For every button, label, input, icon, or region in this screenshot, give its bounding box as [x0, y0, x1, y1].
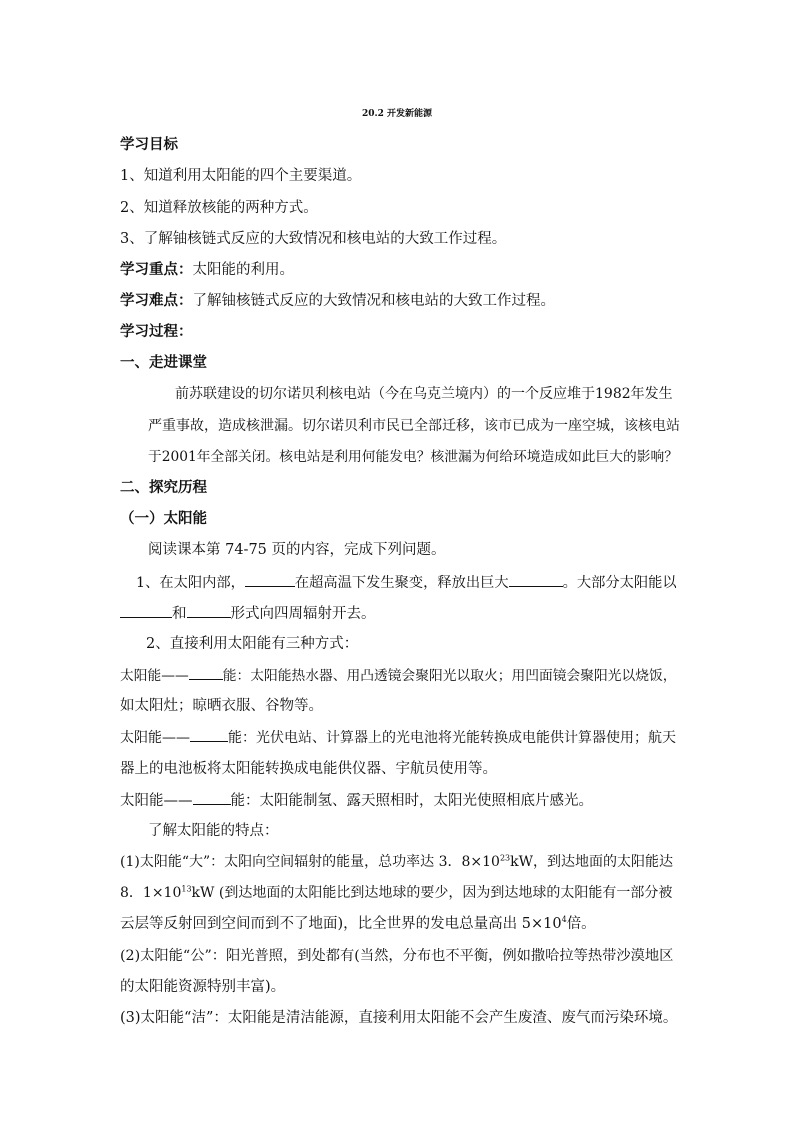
way2-prefix: 太阳能—— — [120, 730, 190, 746]
goal-item-1: 1、知道利用太阳能的四个主要渠道。 — [120, 168, 362, 184]
way-2-line-1 — [120, 727, 676, 748]
f1-text-e: 云层等反射回到空间而到不了地面)，比全世界的发电总量高出 5×10 — [120, 916, 562, 932]
question-1-line-1 — [136, 572, 677, 593]
section1-line-1: 前苏联建设的切尔诺贝利核电站（今在乌克兰境内）的一个反应堆于1982年发生 — [175, 386, 673, 402]
way-2-line-2: 器上的电池板将太阳能转换成电能供仪器、宇航员使用等。 — [120, 761, 497, 777]
f1-text-b: kW，到达地面的太阳能达 — [510, 854, 674, 870]
feature-1-line-1 — [120, 852, 673, 872]
way-1-line-2: 如太阳灶；晾晒衣服、谷物等。 — [120, 698, 323, 714]
feature-1-line-3 — [120, 914, 596, 934]
question-2: 2、直接利用太阳能有三种方式： — [146, 636, 359, 652]
page-title: 20.2 开发新能源 — [361, 109, 433, 119]
q1-blank-1[interactable] — [245, 572, 295, 587]
read-instruction: 阅读课本第 74-75 页的内容，完成下列问题。 — [148, 542, 446, 558]
section1-heading: 一、走进课堂 — [120, 354, 207, 371]
f1-text-f: 倍。 — [566, 916, 596, 932]
q1-text-a: 1、在太阳内部， — [136, 575, 245, 591]
f1-exponent-1: 23 — [499, 853, 511, 863]
difficulty-label: 学习难点： — [120, 292, 193, 309]
difficulty-text: 了解铀核链式反应的大致情况和核电站的大致工作过程。 — [192, 293, 555, 309]
key-point-label: 学习重点： — [120, 261, 193, 278]
f1-text-a: (1)太阳能“大”：太阳向空间辐射的能量，总功率达 3．8×10 — [120, 854, 500, 870]
way1-text: 能：太阳能热水器、用凸透镜会聚阳光以取火；用凹面镜会聚阳光以烧饭， — [222, 668, 677, 684]
solar-sub-heading: （一）太阳能 — [120, 510, 207, 527]
way1-blank[interactable] — [189, 665, 223, 680]
key-point-text: 太阳能的利用。 — [192, 262, 294, 278]
goal-item-3: 3、了解铀核链式反应的大致情况和核电站的大致工作过程。 — [120, 231, 507, 247]
way1-prefix: 太阳能—— — [120, 668, 189, 684]
way-1-line-1 — [120, 665, 677, 686]
f1-exponent-2: 13 — [181, 884, 192, 894]
feature-2-line-2: 的太阳能资源特别丰富)。 — [120, 979, 286, 995]
goals-heading: 学习目标 — [120, 136, 178, 153]
way3-text: 能：太阳能制氢、露天照相时，太阳光使照相底片感光。 — [230, 793, 593, 809]
q1-text-d: 和 — [172, 606, 187, 622]
goal-item-2: 2、知道释放核能的两种方式。 — [120, 200, 318, 216]
way3-blank[interactable] — [193, 790, 231, 805]
features-intro: 了解太阳能的特点： — [148, 823, 279, 839]
way3-prefix: 太阳能—— — [120, 793, 193, 809]
f1-text-c: 8．1×10 — [120, 885, 182, 901]
q1-blank-3[interactable] — [120, 603, 172, 618]
q1-text-e: 形式向四周辐射开去。 — [230, 606, 376, 622]
section2-heading: 二、探究历程 — [120, 479, 207, 496]
feature-3-line: (3)太阳能“洁”：太阳能是清洁能源，直接利用太阳能不会产生废渣、废气而污染环境。 — [120, 1010, 678, 1026]
q1-blank-2[interactable] — [509, 572, 563, 587]
feature-1-line-2 — [120, 883, 672, 903]
question-1-line-2 — [120, 603, 376, 624]
process-heading: 学习过程： — [120, 323, 193, 340]
way2-text: 能：光伏电站、计算器上的光电池将光能转换成电能供计算器使用；航天 — [228, 730, 676, 746]
difficulty — [120, 291, 555, 311]
section1-line-2: 严重事故，造成核泄漏。切尔诺贝利市民已全部迁移，该市已成为一座空城，该核电站 — [148, 418, 680, 434]
q1-blank-4[interactable] — [187, 603, 231, 618]
q1-text-c: 。大部分太阳能以 — [562, 575, 677, 591]
way2-blank[interactable] — [190, 727, 228, 742]
feature-2-line-1: (2)太阳能“公”：阳光普照，到处都有(当然，分布也不平衡，例如撒哈拉等热带沙漠地区 — [120, 948, 674, 964]
way-3-line — [120, 790, 593, 811]
f1-text-d: kW (到达地面的太阳能比到达地球的要少，因为到达地球的太阳能有一部分被 — [191, 885, 673, 901]
q1-text-b: 在超高温下发生聚变，释放出巨大 — [294, 575, 509, 591]
key-point — [120, 260, 294, 280]
f1-exponent-3: 4 — [561, 915, 567, 925]
section1-line-3: 于2001年全部关闭。核电站是利用何能发电？核泄漏为何给环境造成如此巨大的影响？ — [148, 449, 678, 465]
